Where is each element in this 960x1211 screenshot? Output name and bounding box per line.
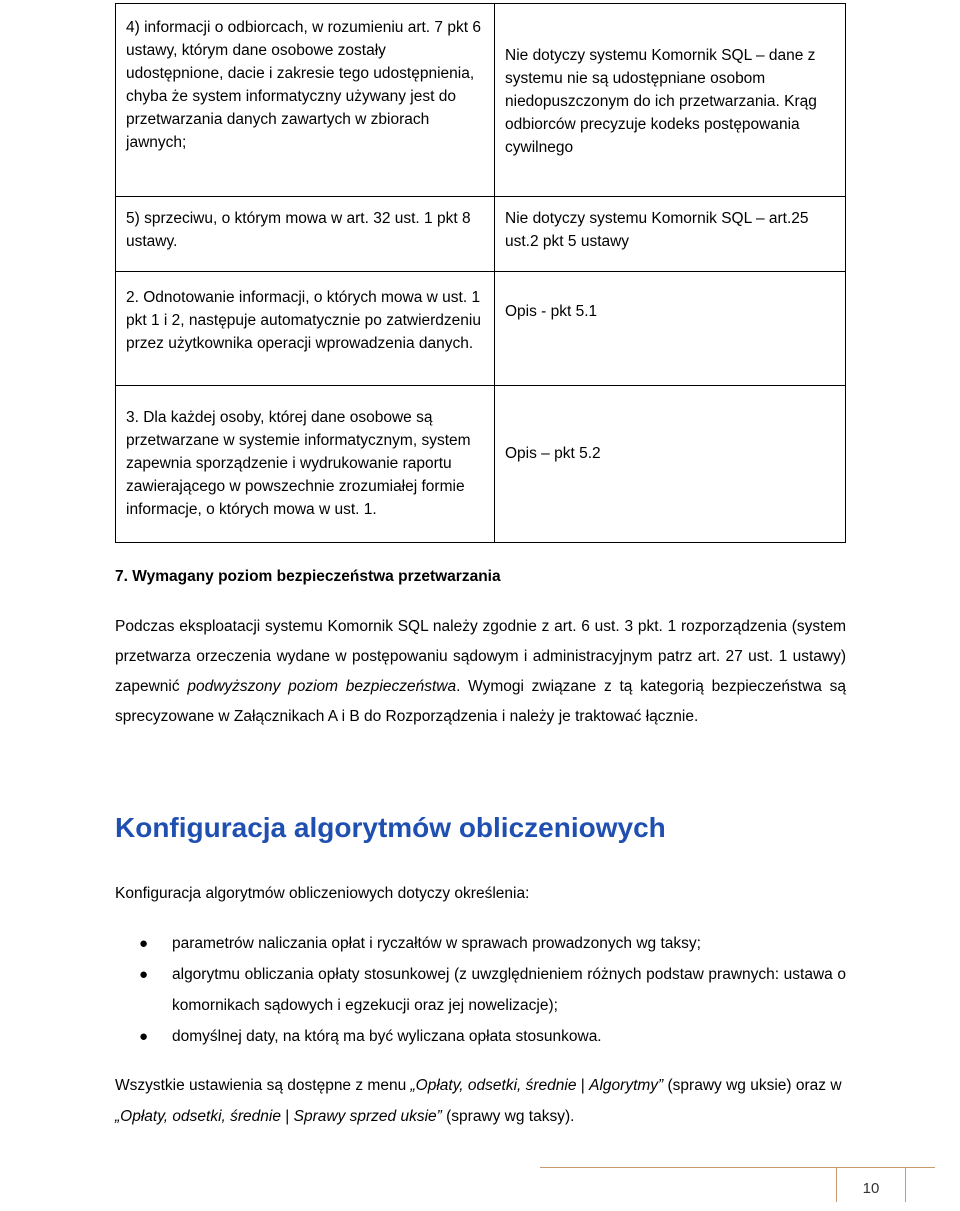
- paragraph-text: Wszystkie ustawienia są dostępne z menu: [115, 1077, 411, 1094]
- table-cell-right: [495, 386, 846, 543]
- list-item: [115, 1021, 846, 1052]
- menu-separator: |: [285, 1108, 290, 1125]
- menu-path-part: „Opłaty, odsetki, średnie: [115, 1108, 281, 1125]
- intro-paragraph: Konfiguracja algorytmów obliczeniowych dotyczy określenia:: [115, 885, 530, 902]
- list-item-text: algorytmu obliczania opłaty stosunkowej (z uwzględnieniem różnych podstaw prawnych: ustawa o komornikach sądowych i egzekucji oraz jej nowelizacje);: [172, 966, 846, 1014]
- list-item: [115, 928, 846, 959]
- bullet-icon: ●: [139, 935, 149, 952]
- cell-text: Opis – pkt 5.2: [505, 445, 601, 463]
- table-row: [116, 4, 846, 197]
- section-paragraph: [115, 612, 846, 732]
- menu-paths-paragraph: [115, 1070, 846, 1132]
- table-row: [116, 386, 846, 543]
- cell-text: 2. Odnotowanie informacji, o których mowa w ust. 1 pkt 1 i 2, następuje automatycznie po zatwierdzeniu przez użytkownika operacji wprowadzenia danych.: [126, 289, 481, 353]
- emphasis-text: podwyższony poziom bezpieczeństwa: [187, 678, 457, 695]
- cell-text: 5) sprzeciwu, o którym mowa w art. 32 ust. 1 pkt 8 ustawy.: [126, 210, 471, 251]
- cell-text: Opis - pkt 5.1: [505, 303, 598, 321]
- table-row: [116, 197, 846, 272]
- bullet-icon: ●: [139, 966, 149, 983]
- table-cell-left: [116, 272, 495, 386]
- bullet-list: [115, 928, 846, 1052]
- menu-path-part: Algorytmy”: [589, 1077, 664, 1094]
- requirements-table: [115, 3, 846, 543]
- table-cell-left: [116, 4, 495, 197]
- chapter-title: Konfiguracja algorytmów obliczeniowych: [115, 812, 666, 843]
- paragraph-text: . Wymogi związane z tą kategorią bezpieczeństwa są sprecyzowane w Załącznikach A i B do Rozporządzenia i należy je traktować łącznie.: [115, 678, 846, 725]
- table-cell-right: [495, 272, 846, 386]
- cell-text: Nie dotyczy systemu Komornik SQL – art.25 ust.2 pkt 5 ustawy: [505, 210, 809, 251]
- bullet-icon: ●: [139, 1028, 149, 1045]
- paragraph-text: Podczas eksploatacji systemu Komornik SQL należy zgodnie z art. 6 ust. 3 pkt. 1 rozporządzenia (system przetwarza orzeczenia wydane w postępowaniu sądowym i administracyjnym patrz art. 27 ust. 1 ustawy) zapewnić: [115, 618, 846, 695]
- table-cell-left: [116, 386, 495, 543]
- list-item: [115, 959, 846, 1021]
- menu-separator: |: [580, 1077, 585, 1094]
- page-number: 10: [836, 1167, 906, 1202]
- table-cell-left: [116, 197, 495, 272]
- paragraph-text: (sprawy wg uksie) oraz w: [663, 1077, 842, 1094]
- menu-path-part: Sprawy sprzed uksie”: [293, 1108, 442, 1125]
- table-cell-right: [495, 4, 846, 197]
- list-item-text: domyślnej daty, na którą ma być wyliczana opłata stosunkowa.: [172, 1028, 602, 1045]
- menu-path-part: „Opłaty, odsetki, średnie: [410, 1077, 577, 1094]
- cell-text: 4) informacji o odbiorcach, w rozumieniu art. 7 pkt 6 ustawy, którym dane osobowe zostały udostępnione, dacie i zakresie tego udostępnienia, chyba że system informatyczny używany jest do przetwarzania danych zawartych w zbiorach jawnych;: [126, 19, 481, 151]
- cell-text: 3. Dla każdej osoby, której dane osobowe są przetwarzane w systemie informatycznym, system zapewnia sporządzenie i wydrukowanie raportu zawierającego w powszechnie zrozumiałej formie informacje, o których mowa w ust. 1.: [126, 409, 471, 519]
- table-row: [116, 272, 846, 386]
- paragraph-text: (sprawy wg taksy).: [441, 1108, 575, 1125]
- section-heading: 7. Wymagany poziom bezpieczeństwa przetwarzania: [115, 568, 501, 585]
- cell-text: Nie dotyczy systemu Komornik SQL – dane z systemu nie są udostępniane osobom niedopuszczonym do ich przetwarzania. Krąg odbiorców precyzuje kodeks postępowania cywilnego: [505, 47, 817, 156]
- table-cell-right: [495, 197, 846, 272]
- list-item-text: parametrów naliczania opłat i ryczałtów w sprawach prowadzonych wg taksy;: [172, 935, 701, 952]
